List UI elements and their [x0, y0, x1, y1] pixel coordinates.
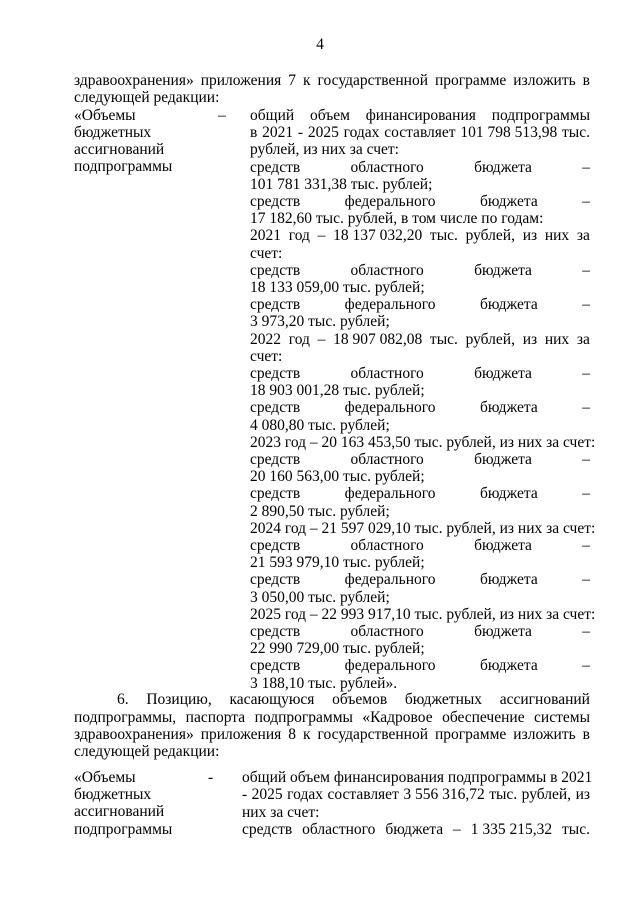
- word: обеспечение: [442, 709, 525, 726]
- word: 3 556 316,72: [403, 786, 485, 804]
- word: –: [582, 399, 590, 417]
- word: 2025: [251, 786, 283, 804]
- word: –: [582, 193, 590, 210]
- word: тыс.: [562, 820, 590, 838]
- word: 2021: [250, 227, 281, 245]
- word: областного: [350, 623, 424, 640]
- word: бюджета: [479, 296, 538, 314]
- word: 2021: [262, 124, 294, 142]
- detail-line: [250, 107, 590, 124]
- word: программе: [435, 72, 507, 89]
- detail-line: 22 990 729,00 тыс. рублей;: [250, 640, 425, 658]
- word: средств: [250, 158, 301, 176]
- word: ассигнований: [499, 691, 590, 708]
- word: год: [288, 330, 310, 348]
- detail-line: 4 080,80 тыс. рублей;: [250, 416, 390, 434]
- word: федерального: [344, 485, 436, 503]
- detail-line: [250, 124, 590, 141]
- word: из: [575, 786, 590, 804]
- word: –: [582, 537, 590, 554]
- word: 2025: [307, 124, 339, 142]
- item-6-line-1: [117, 691, 590, 708]
- detail-line: [250, 262, 590, 279]
- label-line: ассигнований: [74, 141, 165, 158]
- word: программе: [435, 726, 507, 743]
- word: рублей,: [465, 227, 515, 245]
- detail-line: [250, 296, 590, 313]
- word: бюджета: [385, 820, 444, 838]
- word: средств: [250, 451, 301, 468]
- detail-line: [250, 193, 590, 210]
- word: бюджета: [474, 451, 532, 468]
- detail-line: 101 781 331,38 тыс. рублей;: [250, 175, 433, 193]
- detail-line: счет:: [250, 244, 283, 262]
- word: –: [317, 227, 326, 245]
- label-dash: –: [218, 107, 226, 124]
- word: них: [544, 227, 570, 245]
- word: из: [522, 227, 538, 245]
- word: федерального: [344, 193, 436, 210]
- word: за: [576, 330, 590, 348]
- detail-line: 18 903 001,28 тыс. рублей;: [250, 382, 425, 400]
- detail-line: общий объем финансирования подпрограммы в 2021: [242, 769, 593, 786]
- word: 18 137 032,20: [333, 227, 423, 245]
- word: федерального: [344, 296, 436, 314]
- word: –: [582, 623, 590, 640]
- detail-line: 17 182,60 тыс. рублей, в том числе по годам:: [250, 210, 544, 228]
- word: в: [582, 72, 590, 89]
- word: 7: [288, 72, 297, 89]
- word: 6.: [117, 691, 129, 708]
- word: областного: [350, 365, 424, 382]
- word: федерального: [344, 571, 436, 589]
- word: годах: [287, 786, 323, 804]
- word: бюджета: [479, 399, 538, 417]
- word: в: [582, 726, 590, 743]
- detail-line: 2024 год – 21 597 029,10 тыс. рублей, из них за счет:: [250, 519, 596, 537]
- label-line: бюджетных: [74, 124, 152, 141]
- detail-line: 3 973,20 тыс. рублей;: [250, 313, 390, 331]
- word: за: [576, 227, 590, 245]
- word: к: [303, 726, 311, 743]
- word: бюджета: [474, 158, 532, 176]
- word: -: [242, 786, 248, 804]
- word: бюджета: [479, 193, 538, 210]
- intro-line-1: [74, 72, 590, 89]
- detail-line: [242, 786, 590, 803]
- word: областного: [350, 261, 424, 279]
- detail-line: [250, 365, 590, 382]
- detail-line: 20 160 563,00 тыс. рублей;: [250, 468, 425, 486]
- detail-line: них за счет:: [242, 803, 320, 821]
- word: Позицию,: [146, 691, 212, 708]
- detail-line: [250, 159, 590, 176]
- word: здравоохранения»: [74, 726, 194, 743]
- word: –: [582, 296, 590, 314]
- detail-line: [250, 657, 590, 674]
- word: –: [582, 158, 590, 176]
- detail-line: 2023 год – 20 163 453,50 тыс. рублей, из них за счет:: [250, 433, 596, 451]
- word: из: [522, 330, 538, 348]
- word: областного: [302, 820, 376, 838]
- word: системы: [534, 709, 590, 726]
- item-6-line-2: [74, 709, 590, 726]
- word: общий: [250, 107, 295, 124]
- word: них: [544, 330, 570, 348]
- detail-line: [250, 485, 590, 502]
- word: –: [582, 485, 590, 503]
- word: 1 335 215,32: [470, 820, 553, 838]
- word: –: [582, 451, 590, 468]
- word: средств: [250, 623, 301, 640]
- detail-line: [242, 821, 590, 838]
- label-line: «Объемы: [74, 769, 136, 786]
- detail-line: 3 188,10 тыс. рублей».: [250, 674, 398, 692]
- detail-line: [250, 571, 590, 588]
- word: изложить: [513, 726, 576, 743]
- word: –: [582, 261, 590, 279]
- word: –: [582, 571, 590, 589]
- word: средств: [250, 571, 301, 589]
- word: бюджета: [479, 571, 538, 589]
- word: средств: [250, 399, 301, 417]
- word: приложения: [200, 72, 282, 89]
- word: 8: [288, 726, 297, 743]
- word: государственной: [317, 726, 429, 743]
- word: в: [250, 124, 258, 142]
- word: тыс.: [489, 786, 518, 804]
- word: средств: [250, 657, 301, 675]
- word: федерального: [344, 399, 436, 417]
- word: «Кадровое: [362, 709, 433, 726]
- word: бюджета: [479, 485, 538, 503]
- detail-line: [250, 451, 590, 468]
- word: государственной: [317, 72, 429, 89]
- label-line: подпрограммы: [74, 158, 173, 175]
- item-6-line-4: следующей редакции:: [74, 743, 220, 760]
- item-6-line-3: [74, 726, 590, 743]
- word: средств: [250, 296, 301, 314]
- word: к: [303, 72, 311, 89]
- word: 18 907 082,08: [333, 330, 423, 348]
- word: 2022: [250, 330, 281, 348]
- word: –: [453, 820, 461, 838]
- word: подпрограммы: [491, 107, 590, 124]
- detail-line: [250, 537, 590, 554]
- word: тыс.: [429, 227, 458, 245]
- word: объем: [309, 107, 350, 124]
- word: бюджета: [474, 537, 532, 554]
- word: бюджета: [479, 657, 538, 675]
- detail-line: [250, 623, 590, 640]
- word: составляет: [384, 124, 456, 142]
- word: подпрограммы,: [74, 709, 177, 726]
- word: средств: [250, 193, 301, 210]
- word: –: [317, 330, 326, 348]
- word: средств: [250, 485, 301, 503]
- word: федерального: [344, 657, 436, 675]
- word: годах: [343, 124, 380, 142]
- word: подпрограммы: [254, 709, 353, 726]
- word: тыс.: [429, 330, 458, 348]
- word: паспорта: [185, 709, 246, 726]
- intro-line-2: следующей редакции:: [74, 89, 220, 106]
- detail-line: рублей, из них за счет:: [250, 141, 399, 159]
- detail-line: счет:: [250, 347, 283, 365]
- word: здравоохранения»: [74, 72, 194, 89]
- word: средств: [250, 365, 301, 382]
- word: бюджета: [474, 261, 532, 279]
- word: 101 798 513,98: [460, 124, 558, 142]
- detail-line: 3 050,00 тыс. рублей;: [250, 588, 390, 606]
- word: областного: [350, 158, 424, 176]
- label-line: бюджетных: [74, 786, 152, 803]
- word: изложить: [513, 72, 576, 89]
- word: средств: [242, 820, 293, 838]
- word: составляет: [327, 786, 399, 804]
- word: средств: [250, 261, 301, 279]
- detail-line: [250, 399, 590, 416]
- label-dash: -: [208, 769, 214, 786]
- detail-line: [250, 227, 590, 244]
- word: бюджета: [474, 365, 532, 382]
- word: бюджетных: [404, 691, 483, 708]
- word: объемов: [332, 691, 388, 708]
- detail-line: 2 890,50 тыс. рублей;: [250, 502, 390, 520]
- word: областного: [350, 537, 424, 554]
- word: средств: [250, 537, 301, 554]
- word: касающуюся: [229, 691, 315, 708]
- word: рублей,: [521, 786, 572, 804]
- word: бюджета: [474, 623, 532, 640]
- detail-line: 2025 год – 22 993 917,10 тыс. рублей, из них за счет:: [250, 605, 596, 623]
- word: областного: [350, 451, 424, 468]
- word: рублей,: [465, 330, 515, 348]
- word: год: [288, 227, 310, 245]
- word: –: [582, 365, 590, 382]
- word: -: [297, 124, 304, 142]
- word: тыс.: [562, 124, 590, 142]
- detail-line: 18 133 059,00 тыс. рублей;: [250, 279, 425, 296]
- detail-line: 21 593 979,10 тыс. рублей;: [250, 554, 425, 572]
- page-number: 4: [316, 36, 324, 53]
- word: приложения: [200, 726, 282, 743]
- label-line: «Объемы: [74, 107, 136, 124]
- label-line: подпрограммы: [74, 821, 173, 838]
- word: финансирования: [365, 107, 476, 124]
- detail-line: [250, 331, 590, 348]
- word: –: [582, 657, 590, 675]
- label-line: ассигнований: [74, 803, 165, 820]
